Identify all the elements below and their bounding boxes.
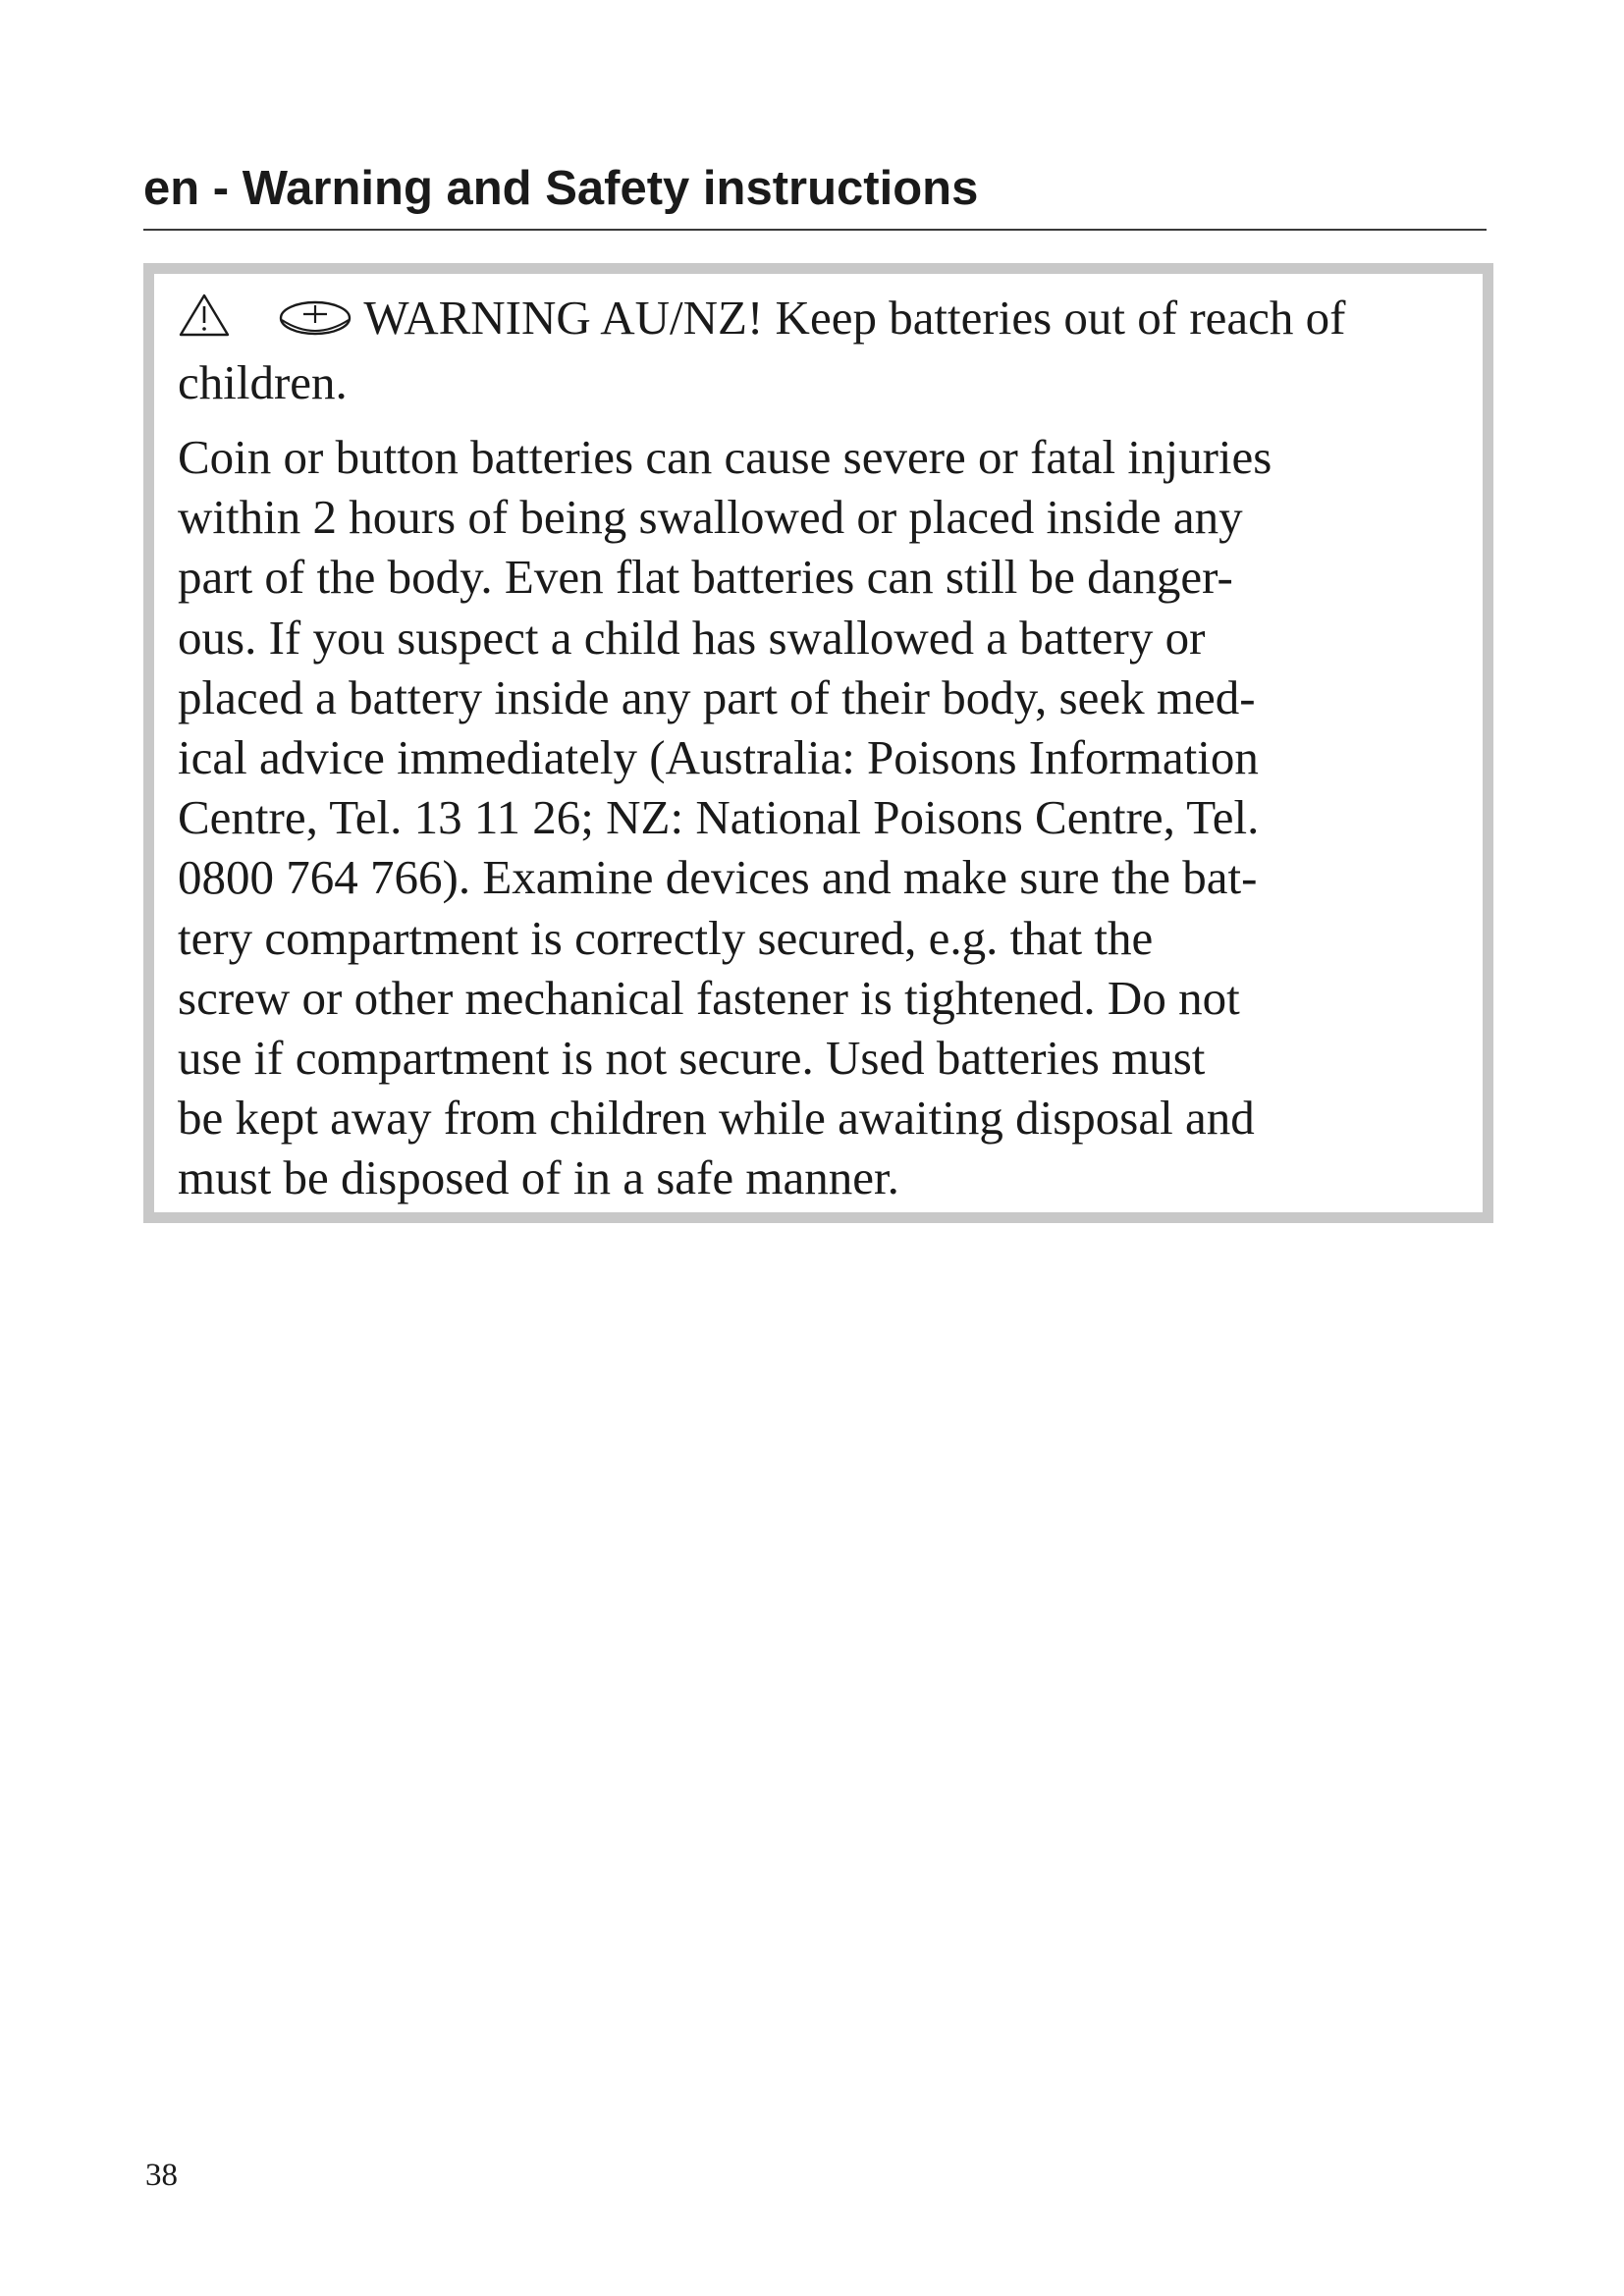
warning-body-line: use if compartment is not secure. Used batteries must	[178, 1031, 1206, 1086]
warning-body-line: screw or other mechanical fastener is tightened. Do not	[178, 970, 1240, 1025]
warning-body-line: Centre, Tel. 13 11 26; NZ: National Poisons Centre, Tel.	[178, 790, 1260, 845]
warning-content	[178, 288, 1459, 1212]
page-title: en - Warning and Safety instructions	[143, 162, 979, 215]
warning-headline-continued: children.	[178, 355, 348, 409]
warning-body	[178, 427, 1459, 1208]
coin-battery-icon	[278, 292, 352, 352]
warning-body-line: placed a battery inside any part of their body, seek med-	[178, 669, 1256, 724]
warning-body-line: tery compartment is correctly secured, e.g. that the	[178, 910, 1154, 965]
warning-lead	[178, 288, 1459, 413]
warning-body-line: must be disposed of in a safe manner.	[178, 1150, 899, 1205]
warning-body-line: part of the body. Even flat batteries can still be danger-	[178, 550, 1233, 605]
warning-body-line: ous. If you suspect a child has swallowed a battery or	[178, 610, 1206, 665]
warning-headline: WARNING AU/NZ! Keep batteries out of reach of	[363, 291, 1346, 345]
page-header	[143, 157, 1487, 231]
warning-body-line: within 2 hours of being swallowed or placed inside any	[178, 490, 1243, 545]
warning-body-line: Coin or button batteries can cause severe or fatal injuries	[178, 430, 1272, 484]
warning-triangle-icon	[178, 292, 231, 352]
battery-warning-box	[143, 263, 1493, 1223]
warning-body-line: be kept away from children while awaiting disposal and	[178, 1091, 1255, 1146]
warning-body-line: 0800 764 766). Examine devices and make sure the bat-	[178, 850, 1258, 905]
page-number: 38	[145, 2158, 178, 2193]
warning-body-line: ical advice immediately (Australia: Poisons Information	[178, 730, 1259, 785]
